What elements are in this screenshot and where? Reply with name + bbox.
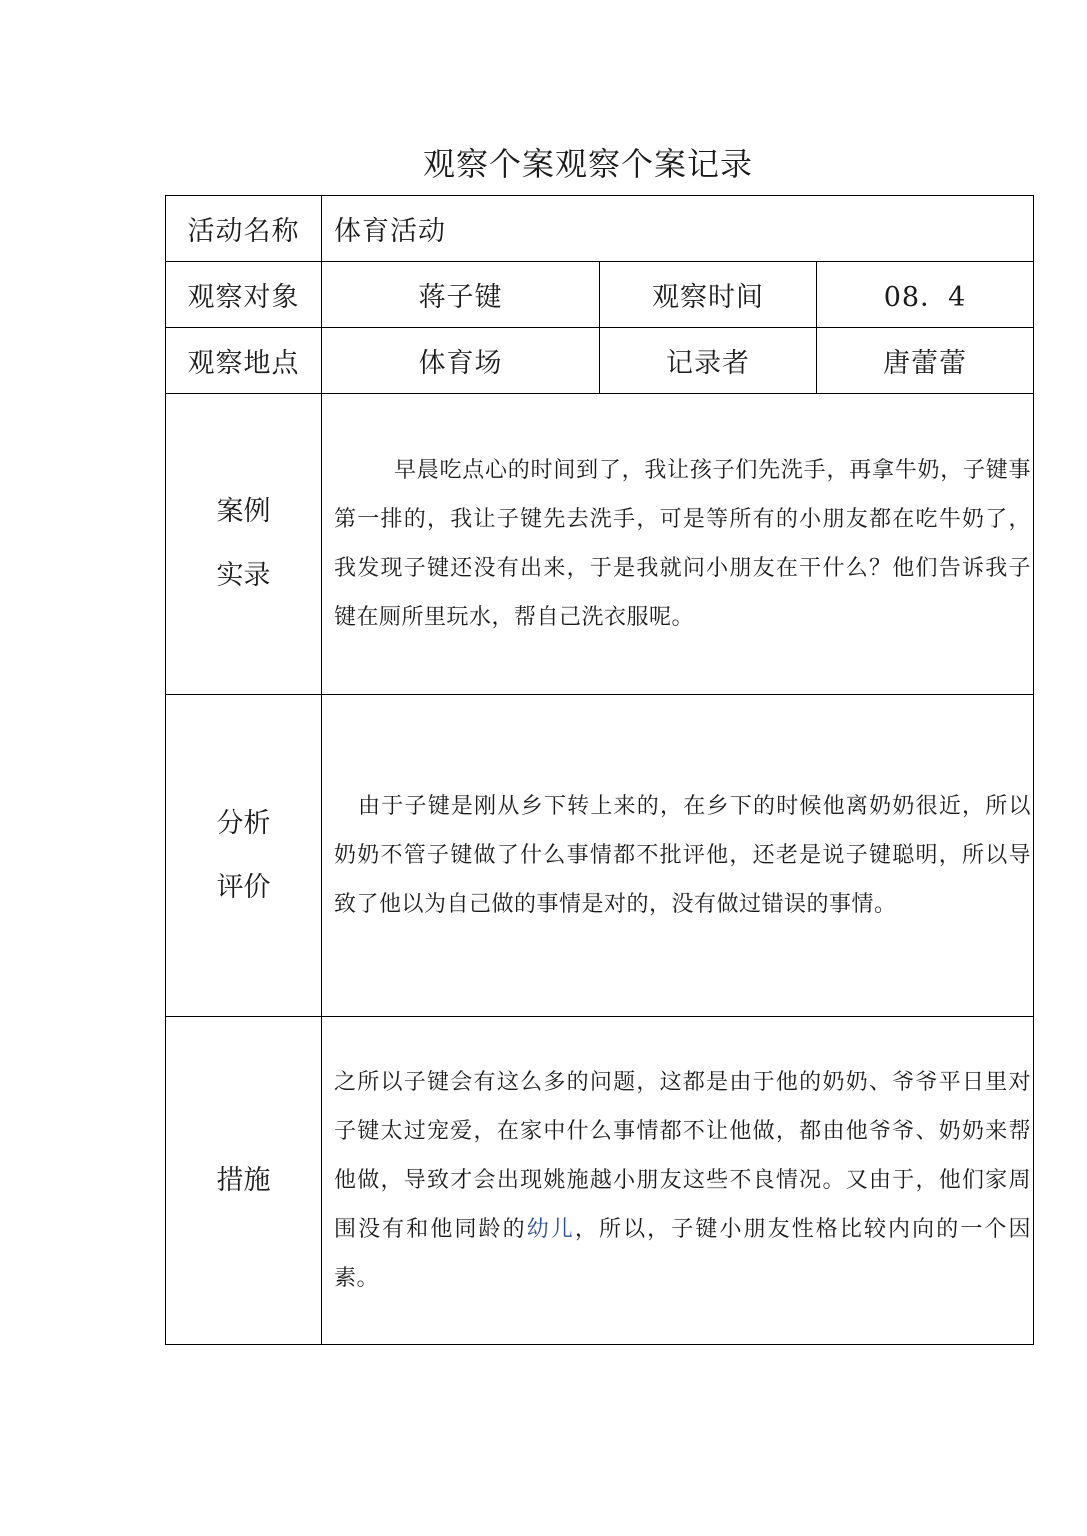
measures-text	[334, 1058, 1031, 1303]
place-value: 体育场	[322, 328, 600, 394]
subject-value: 蒋子键	[322, 262, 600, 328]
analysis-text: 由于子键是刚从乡下转上来的，在乡下的时候他离奶奶很近，所以奶奶不管子键做了什么事情都不批评他，还老是说子键聪明，所以导致了他以为自己做的事情是对的，没有做过错误的事情。	[334, 794, 1032, 917]
recorder-label: 记录者	[600, 328, 817, 394]
case-record-content	[322, 394, 1034, 695]
measures-row	[166, 1017, 1034, 1345]
subject-row	[166, 262, 1034, 328]
time-label: 观察时间	[600, 262, 817, 328]
analysis-content	[322, 695, 1034, 1017]
measures-text-before: 之所以子键会有这么多的问题，这都是由于他的奶奶、爷爷平日里对子键太过宠爱，在家中什么事情都不让他做，都由他爷爷、奶奶来帮他做，导致才会出现姚施越小朋友这些不良情况。又由于，他们家周围没有和他同龄的	[334, 1070, 1032, 1242]
activity-name-label: 活动名称	[166, 196, 322, 262]
activity-row	[166, 196, 1034, 262]
case-record-label	[166, 394, 322, 695]
measures-text-after: ，所以，子键小朋友性格比较内向的一个因素。	[334, 1217, 1032, 1291]
place-label: 观察地点	[166, 328, 322, 394]
measures-content	[322, 1017, 1034, 1345]
activity-name-value: 体育活动	[322, 196, 1034, 262]
case-record-text: 早晨吃点心的时间到了，我让孩子们先洗手，再拿牛奶，子键事第一排的，我让子键先去洗手，可是等所有的小朋友都在吃牛奶了，我发现子键还没有出来，于是我就问小朋友在干什么？他们告诉我子键在厕所里玩水，帮自己洗衣服呢。	[334, 458, 1032, 630]
subject-label: 观察对象	[166, 262, 322, 328]
case-record-row	[166, 394, 1034, 695]
analysis-label-line2: 评价	[216, 871, 271, 903]
observation-record-table	[165, 195, 1034, 1345]
recorder-value: 唐蕾蕾	[817, 328, 1034, 394]
measures-label: 措施	[166, 1017, 322, 1345]
analysis-label-line1: 分析	[216, 807, 271, 839]
place-row	[166, 328, 1034, 394]
case-record-label-line2: 实录	[216, 560, 271, 591]
analysis-label	[166, 695, 322, 1017]
time-value: 08．4	[817, 262, 1034, 328]
page-title: 观察个案观察个案记录	[422, 145, 753, 183]
analysis-row	[166, 695, 1034, 1017]
case-record-label-line1: 案例	[216, 496, 271, 527]
measures-link-word[interactable]: 幼儿	[526, 1217, 575, 1242]
